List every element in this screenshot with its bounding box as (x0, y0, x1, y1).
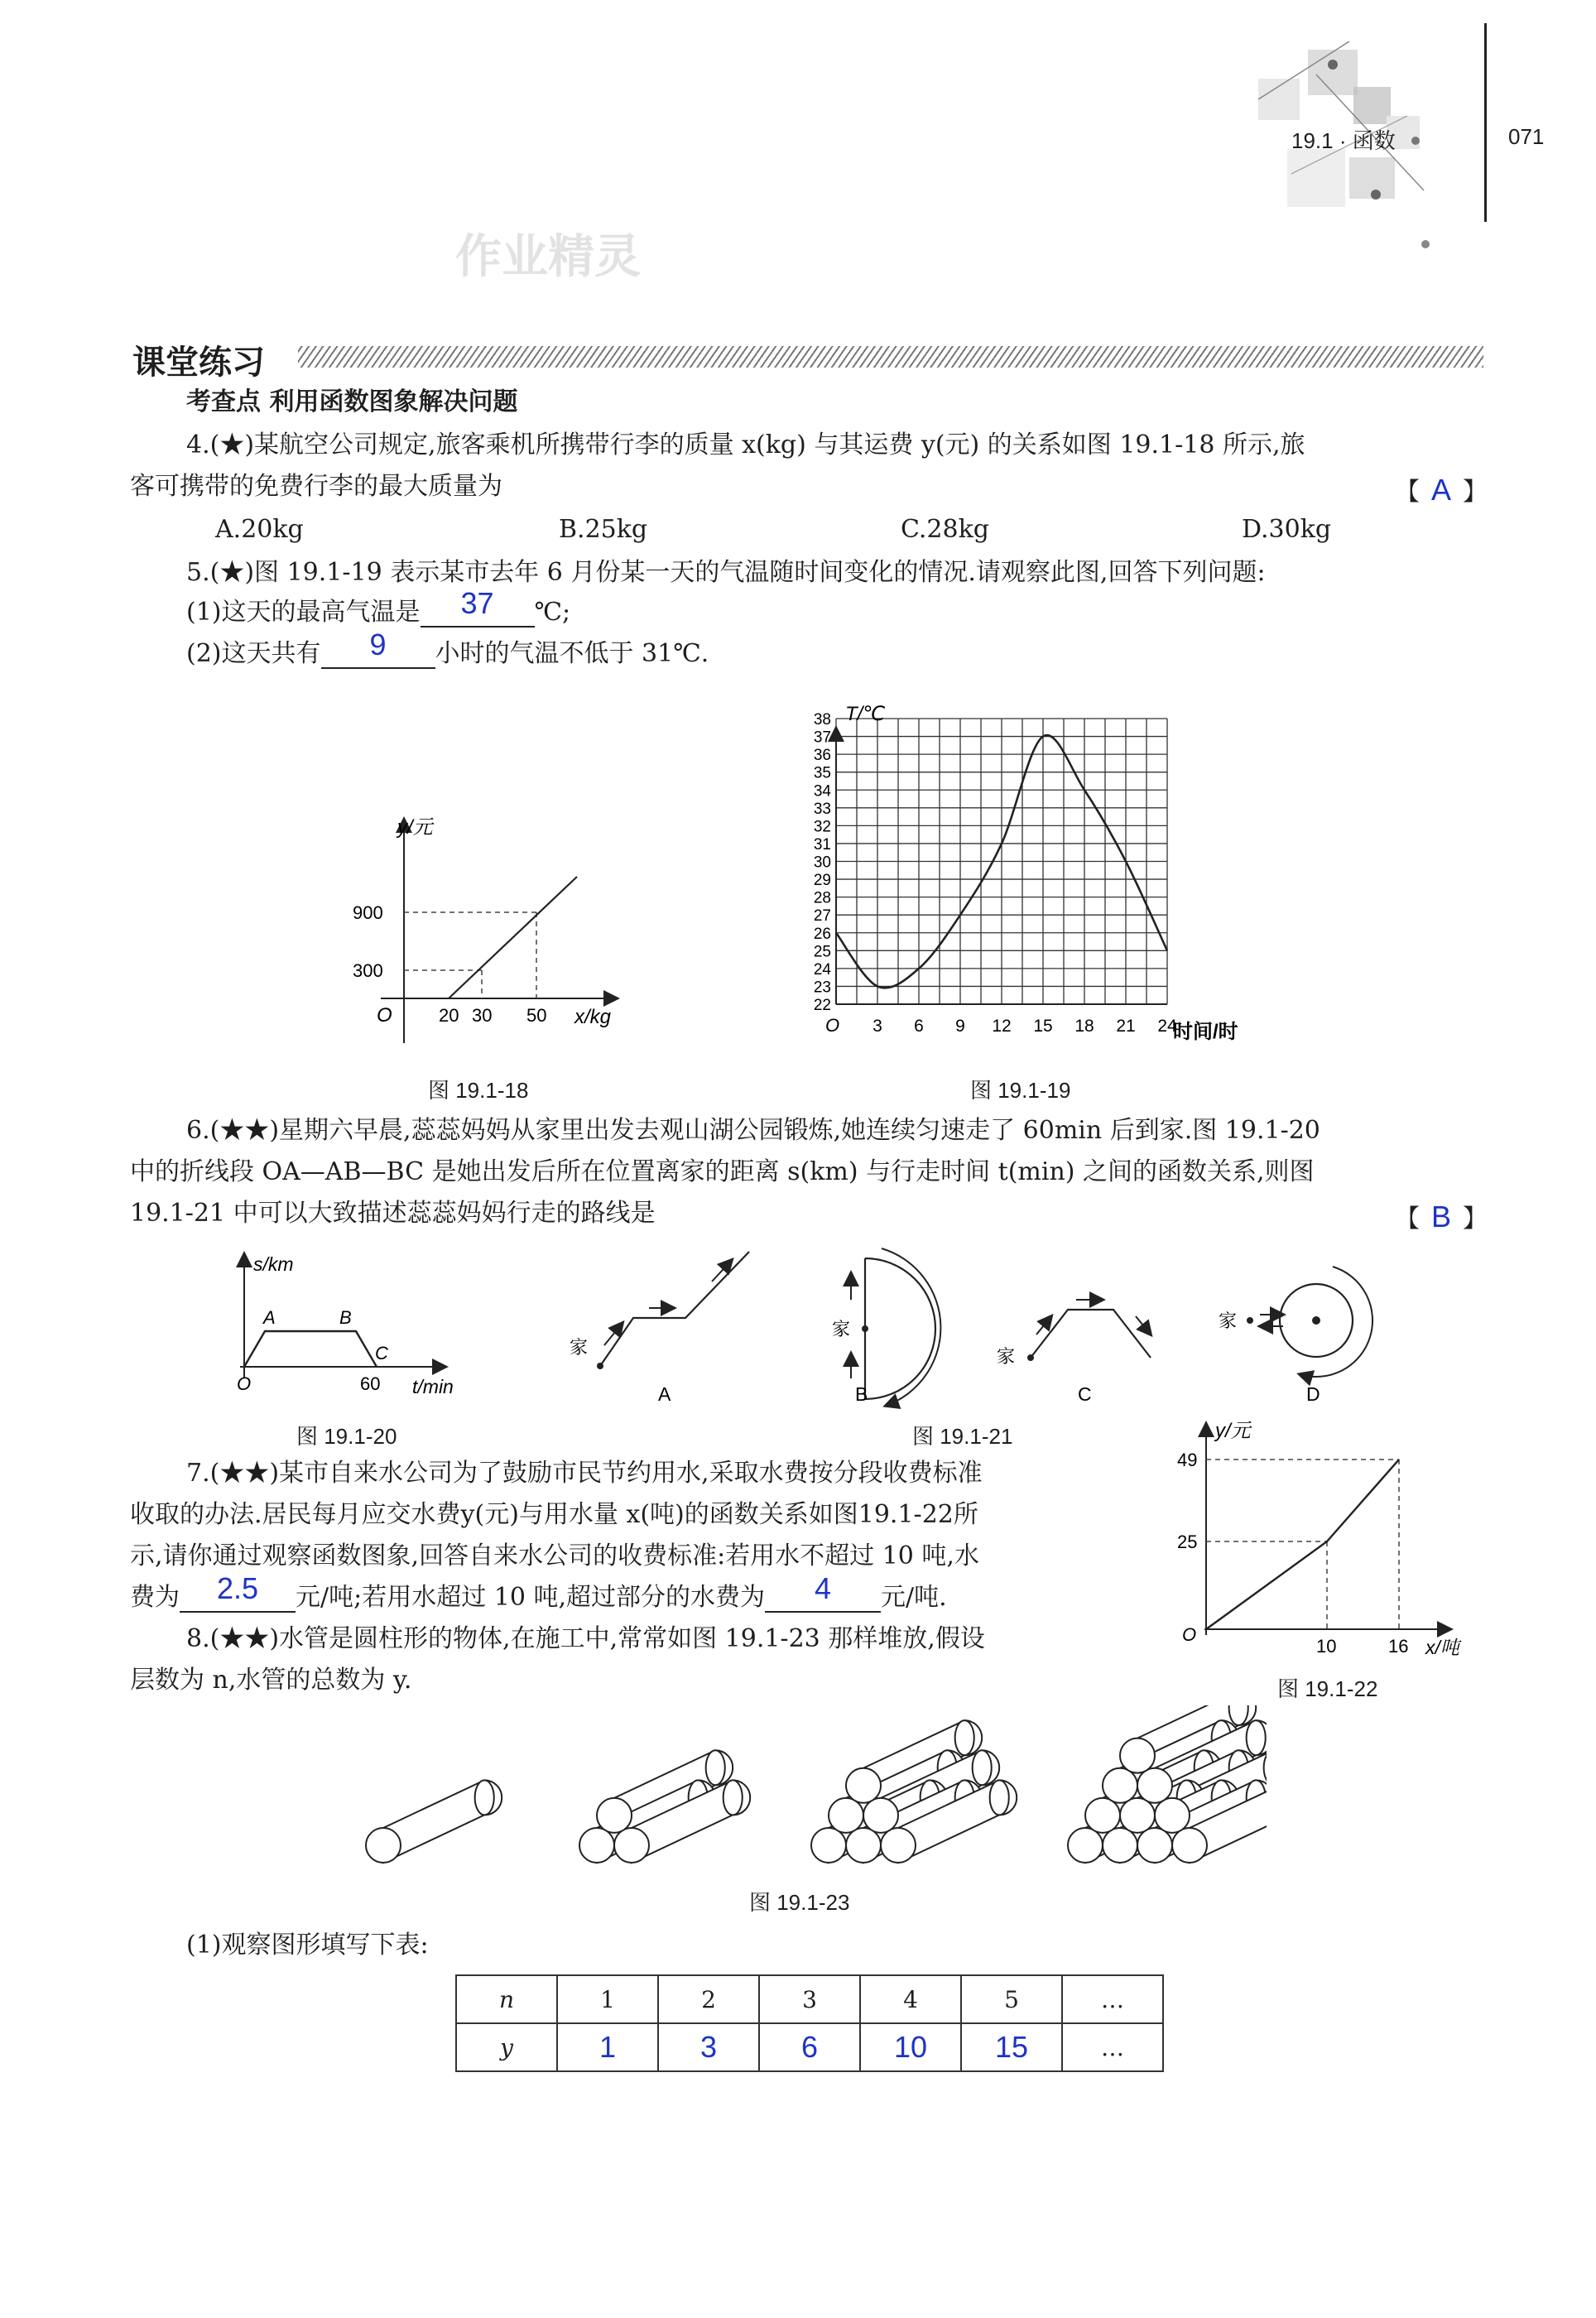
pipe-back-end (706, 1750, 725, 1785)
q5-p1-before: (1)这天的最高气温是 (186, 598, 421, 627)
fig19-x-tick: 6 (914, 1017, 924, 1036)
table-cell-n1: 1 (557, 1975, 658, 2023)
pipe-front-end (846, 1828, 881, 1863)
q5-p1-after: ℃; (534, 598, 571, 627)
table-cell-n-label: n (456, 1975, 557, 2023)
fig19-y-tick: 25 (813, 943, 831, 961)
fig22-x-tick-10: 10 (1316, 1636, 1337, 1656)
fig19-y-tick: 34 (813, 782, 831, 801)
fig18-x-tick-30: 30 (472, 1005, 493, 1026)
fig20-y-label: s/km (253, 1253, 294, 1275)
fig21-c-arrow3 (1136, 1316, 1151, 1335)
header-section: 19.1 · 函数 (1291, 128, 1396, 153)
table-cell-y3: 6 (759, 2023, 860, 2071)
fig18-y-label: y/元 (397, 816, 433, 839)
section-title-rule (298, 346, 1483, 368)
fig18-x-tick-20: 20 (439, 1005, 459, 1026)
fig21-a-path (600, 1252, 749, 1366)
fig21-d-center-dot (1312, 1316, 1320, 1325)
fig19-y-tick: 36 (813, 747, 831, 765)
pipe-front-end (881, 1828, 916, 1863)
fig20-x-label: t/min (412, 1376, 454, 1397)
q5-part2 (186, 627, 709, 669)
table-cell-n4: 4 (860, 1975, 961, 2023)
q7-l4-mid: 元/吨;若用水超过 10 吨,超过部分的水费为 (296, 1583, 765, 1612)
fig18-chart (331, 795, 646, 1060)
fig19-y-tick: 22 (813, 997, 831, 1014)
pipe-front-end (1068, 1828, 1103, 1863)
section-title: 课堂练习 (132, 344, 265, 382)
pipe-back-end (955, 1720, 974, 1755)
fig22-x-tick-16: 16 (1388, 1636, 1409, 1656)
fig21-a-home-dot (597, 1363, 603, 1369)
q8-sub1: (1)观察图形填写下表: (186, 1931, 429, 1960)
fig19-origin: O (825, 1015, 840, 1036)
fig21-option-d (1209, 1242, 1391, 1416)
fig19-y-label: T/℃ (845, 703, 886, 725)
fig22-y-tick-25: 25 (1177, 1532, 1198, 1552)
fig23-pipes (356, 1705, 1267, 1896)
table-cell-y2: 3 (658, 2023, 759, 2071)
fig19-y-tick: 30 (813, 854, 831, 872)
fig22-origin: O (1182, 1624, 1197, 1645)
q4-option-d: D.30kg (1242, 515, 1332, 544)
q6-line2: 中的折线段 OA—AB—BC 是她出发后所在位置离家的距离 s(km) 与行走时间 t(min) 之间的函数关系,则图 (130, 1157, 1315, 1186)
pipe-front-end (1103, 1828, 1137, 1863)
q6-bracket-right: 】 (1463, 1205, 1488, 1234)
fig21-d-home-dot (1247, 1317, 1253, 1324)
table-cell-y4: 10 (860, 2023, 961, 2071)
fig21-a-home: 家 (570, 1337, 589, 1358)
pipe-front-end (1120, 1738, 1155, 1773)
q7-answer1: 2.5 (216, 1570, 259, 1605)
pipe-front-end (863, 1798, 898, 1833)
pipe-front-end (597, 1798, 632, 1833)
q8-line2: 层数为 n,水管的总数为 y. (130, 1666, 412, 1695)
fig21-option-a (563, 1242, 762, 1416)
fig18-caption: 图 19.1-18 (428, 1078, 529, 1103)
fig19-y-tick: 32 (813, 818, 831, 836)
fig21-a-arrow3 (712, 1260, 732, 1282)
fig19-grid (836, 719, 1167, 1004)
q5-p2-blank (321, 627, 435, 669)
pipe-back-end (723, 1780, 743, 1815)
fig20-point-a: A (263, 1307, 276, 1328)
table-cell-n5: 5 (961, 1975, 1062, 2023)
q4-bracket-right: 】 (1463, 478, 1488, 507)
fig19-y-tick: 35 (813, 764, 831, 782)
fig19-y-tick: 29 (813, 872, 831, 890)
table-cell-y5: 15 (961, 2023, 1062, 2071)
fig18-line (449, 877, 577, 998)
fig18-y-tick-300: 300 (353, 960, 383, 981)
fig19-y-tick: 26 (813, 925, 831, 943)
table-cell-n2: 2 (658, 1975, 759, 2023)
watermark: 作业精灵 (455, 230, 641, 284)
fig18-x-tick-50: 50 (526, 1005, 547, 1026)
fig22-line (1206, 1460, 1399, 1629)
fig20-caption: 图 19.1-20 (296, 1424, 397, 1449)
pipe-front-end (1103, 1768, 1137, 1803)
fig19-x-tick: 21 (1116, 1017, 1136, 1036)
fig21-d-home: 家 (1219, 1310, 1238, 1331)
fig19-y-tick: 33 (813, 800, 831, 818)
fig21-b-home-dot (862, 1325, 868, 1332)
fig19-y-ticks (814, 711, 832, 1014)
fig19-x-tick: 15 (1033, 1017, 1053, 1036)
q5-p2-answer: 9 (369, 627, 387, 661)
q4-option-b: B.25kg (559, 515, 648, 544)
fig21-c-home-dot (1027, 1354, 1034, 1361)
fig21-option-c (985, 1242, 1175, 1416)
table-cell-y-label: y (456, 2023, 557, 2071)
fig21-a-label: A (658, 1383, 671, 1405)
fig21-d-label: D (1306, 1383, 1320, 1405)
page-number: 071 (1508, 124, 1545, 149)
fig18-origin: O (377, 1004, 392, 1027)
q5-p2-after: 小时的气温不低于 31℃. (435, 639, 709, 668)
topic-heading: 考查点 利用函数图象解决问题 (186, 387, 518, 416)
fig21-option-b (820, 1242, 977, 1416)
q6-bracket-left: 【 (1395, 1205, 1420, 1234)
table-cell-y1: 1 (557, 2023, 658, 2071)
fig21-b-home: 家 (832, 1319, 851, 1339)
fig22-chart (1159, 1407, 1482, 1656)
pipe-front-end (811, 1828, 846, 1863)
fig18-x-label: x/kg (574, 1006, 612, 1028)
pipe-front-end (366, 1828, 401, 1863)
fig19-x-tick: 9 (955, 1017, 965, 1036)
fig18-y-tick-900: 900 (353, 902, 383, 923)
fig20-line (244, 1331, 377, 1367)
q7-line4 (130, 1570, 947, 1613)
pipe-back-end (990, 1780, 1009, 1815)
pipe-front-end (1137, 1768, 1172, 1803)
fig21-c-label: C (1078, 1383, 1092, 1405)
pipe-front-end (1120, 1798, 1155, 1833)
pipe-back-end (475, 1780, 494, 1815)
pipe-front-end (829, 1798, 863, 1833)
q6-answer: B (1431, 1200, 1452, 1234)
q7-l4-after: 元/吨. (881, 1583, 947, 1612)
fig21-d-outer-arrow (1300, 1267, 1372, 1377)
fig19-x-label: 时间/时 (1173, 1021, 1238, 1043)
q8-table (455, 1974, 1164, 2072)
q4-option-c: C.28kg (901, 515, 989, 544)
fig19-y-tick: 37 (813, 729, 831, 747)
fig20-x-tick-60: 60 (360, 1373, 381, 1394)
q7-line1: 7.(★★)某市自来水公司为了鼓励市民节约用水,采取水费按分段收费标准 (186, 1459, 983, 1488)
header-divider (1484, 23, 1487, 222)
q7-answer2: 4 (814, 1570, 832, 1605)
pipe-front-end (1137, 1828, 1172, 1863)
fig21-c-path (1031, 1310, 1151, 1358)
fig19-chart (791, 695, 1271, 1051)
fig19-x-ticks (873, 1017, 1177, 1036)
q5-p2-before: (2)这天共有 (186, 639, 321, 668)
q4-answer: A (1431, 473, 1452, 507)
q4-bracket-left: 【 (1395, 478, 1420, 507)
pipe-front-end (1172, 1828, 1207, 1863)
fig19-y-tick: 28 (813, 889, 831, 907)
pipe-back-end (1247, 1720, 1266, 1755)
fig20-point-b: B (339, 1307, 352, 1328)
fig23-caption: 图 19.1-23 (749, 1890, 850, 1915)
fig22-y-tick-49: 49 (1177, 1450, 1198, 1470)
fig19-y-tick: 31 (813, 835, 831, 854)
fig19-y-tick: 24 (813, 960, 831, 979)
fig21-c-home: 家 (997, 1346, 1016, 1367)
fig19-y-tick: 23 (813, 979, 831, 997)
q5-line1: 5.(★)图 19.1-19 表示某市去年 6 月份某一天的气温随时间变化的情况.请观察此图,回答下列问题: (186, 558, 1266, 587)
fig22-x-label: x/吨 (1425, 1637, 1459, 1656)
table-row (456, 2023, 1163, 2071)
pipe-front-end (614, 1828, 649, 1863)
q4-line1: 4.(★)某航空公司规定,旅客乘机所携带行李的质量 x(kg) 与其运费 y(元) 的关系如图 19.1-18 所示,旅 (186, 430, 1305, 459)
pipe-front-end (1155, 1798, 1190, 1833)
table-cell-n3: 3 (759, 1975, 860, 2023)
q6-line3: 19.1-21 中可以大致描述蕊蕊妈妈行走的路线是 (130, 1199, 656, 1228)
q6-line1: 6.(★★)星期六早晨,蕊蕊妈妈从家里出发去观山湖公园锻炼,她连续匀速走了 60min 后到家.图 19.1-20 (186, 1116, 1320, 1145)
fig20-origin: O (237, 1373, 252, 1394)
fig19-y-tick: 27 (813, 907, 831, 926)
q4-line2: 客可携带的免费行李的最大质量为 (130, 472, 502, 501)
fig22-y-label: y/元 (1215, 1420, 1251, 1442)
q6-bracket (1395, 1199, 1488, 1234)
q7-l4-before: 费为 (130, 1583, 180, 1612)
fig21-b-label: B (855, 1383, 868, 1405)
pipe-back-end (973, 1750, 992, 1785)
q7-blank1 (180, 1570, 296, 1613)
pipe-front-end (1085, 1798, 1120, 1833)
table-cell-y-ellipsis: … (1062, 2023, 1163, 2071)
q5-p1-answer: 37 (460, 585, 494, 620)
q4-option-a: A.20kg (215, 515, 304, 544)
q4-bracket (1395, 472, 1488, 507)
pipe-front-end (846, 1768, 881, 1803)
fig19-x-tick: 18 (1074, 1017, 1094, 1036)
fig19-caption: 图 19.1-19 (970, 1078, 1071, 1103)
q7-line2: 收取的办法.居民每月应交水费y(元)与用水量 x(吨)的函数关系如图19.1-22所 (130, 1500, 978, 1529)
fig19-y-tick: 38 (813, 711, 831, 729)
pipe-front-end (579, 1828, 614, 1863)
fig20-point-c: C (375, 1343, 388, 1363)
fig19-x-tick: 12 (992, 1017, 1012, 1036)
fig20-chart (224, 1246, 472, 1411)
q7-blank2 (765, 1570, 881, 1613)
table-cell-n-ellipsis: … (1062, 1975, 1163, 2023)
q8-line1: 8.(★★)水管是圆柱形的物体,在施工中,常常如图 19.1-23 那样堆放,假设 (186, 1624, 985, 1653)
q7-line3: 示,请你通过观察函数图象,回答自来水公司的收费标准:若用水不超过 10 吨,水 (130, 1541, 979, 1570)
fig19-x-tick: 24 (1157, 1017, 1177, 1036)
fig21-caption: 图 19.1-21 (912, 1424, 1013, 1449)
q5-p1-blank (421, 585, 535, 628)
q5-part1 (186, 585, 571, 628)
fig19-x-tick: 3 (873, 1017, 882, 1036)
fig21-a-arrow1 (604, 1323, 623, 1345)
fig22-caption: 图 19.1-22 (1277, 1676, 1378, 1701)
fig21-c-arrow1 (1036, 1316, 1051, 1335)
table-row (456, 1975, 1163, 2023)
